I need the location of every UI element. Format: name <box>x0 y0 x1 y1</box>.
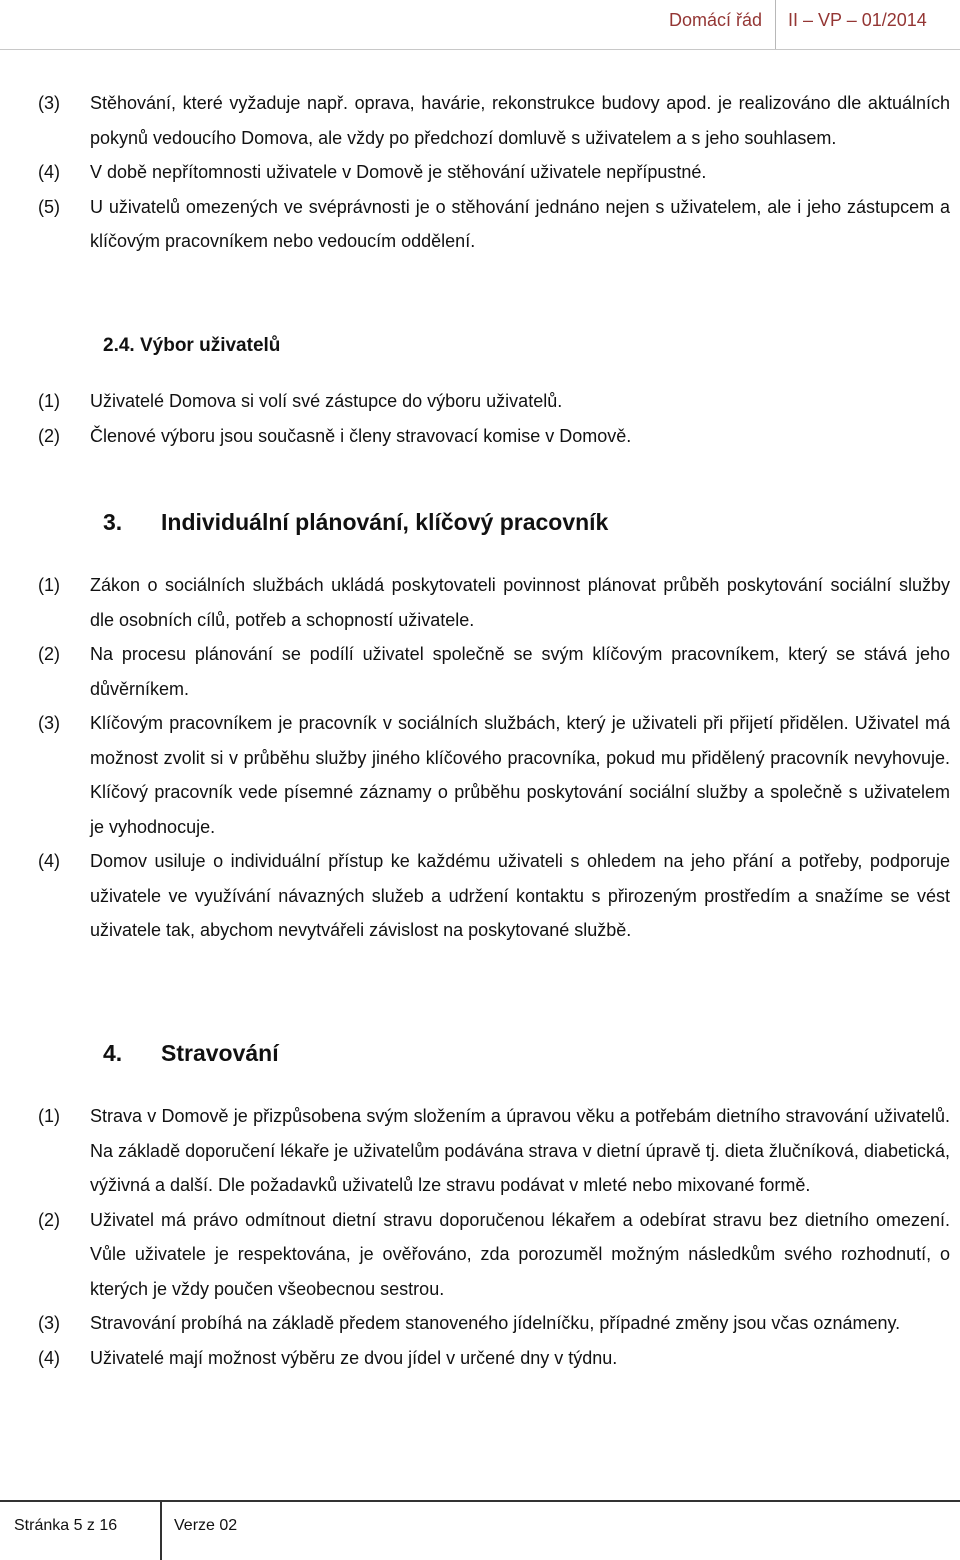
item-text: U uživatelů omezených ve svéprávnosti je o stěhování jednáno nejen s uživatelem, ale i jeho zástupcem a klíčovým pracovníkem nebo vedoucím oddělení. <box>90 196 950 251</box>
item-text: Uživatelé Domova si volí své zástupce do výboru uživatelů. <box>90 391 563 411</box>
item-text: V době nepřítomnosti uživatele v Domově je stěhování uživatele nepřípustné. <box>90 162 707 182</box>
item-text: Domov usiluje o individuální přístup ke každému uživateli s ohledem na jeho přání a potřeby, podporuje uživatele ve využívání návazných služeb a udržení kontaktu s přirozeným prostředím a snažíme se vést uživatele tak, abychom nevytvářeli závislost na poskytované službě. <box>90 851 950 940</box>
item-text: Zákon o sociálních službách ukládá poskytovateli povinnost plánovat průběh poskytování sociální služby dle osobních cílů, potřeb a schopností uživatele. <box>90 575 950 630</box>
footer-divider <box>160 1500 162 1560</box>
item-text: Stravování probíhá na základě předem stanoveného jídelníčku, případné změny jsou včas oznámeny. <box>90 1313 901 1333</box>
list-item <box>38 155 950 190</box>
header-document-title: Domácí řád <box>668 10 762 30</box>
section-number: 3. <box>103 509 123 535</box>
list-item <box>38 190 950 259</box>
section-title: Individuální plánování, klíčový pracovník <box>161 509 609 535</box>
header-rule <box>0 49 960 50</box>
header-version: II – VP – 01/2014 <box>788 10 927 30</box>
list-item <box>38 1099 950 1203</box>
section-heading-3 <box>103 505 608 539</box>
list-item <box>38 1306 950 1341</box>
item-text: Strava v Domově je přizpůsobena svým složením a úpravou věku a potřebám dietního stravování uživatelů. Na základě doporučení lékaře je uživatelům podávána strava v dietní úpravě tj. dieta žlučníková, diabetická, výživná a další. Dle požadavků uživatelů lze stravu podávat v mleté nebo mixované formě. <box>90 1106 950 1195</box>
item-number: (4) <box>38 851 60 871</box>
moving-list <box>38 86 950 259</box>
list-item <box>38 637 950 706</box>
list-item <box>38 706 950 844</box>
item-number: (5) <box>38 196 60 217</box>
section-number: 4. <box>103 1040 123 1066</box>
item-number: (1) <box>38 575 60 595</box>
item-number: (4) <box>38 1347 60 1368</box>
item-text: Na procesu plánování se podílí uživatel společně se svým klíčovým pracovníkem, který se stává jeho důvěrníkem. <box>90 644 950 699</box>
section-title: Stravování <box>161 1040 279 1066</box>
item-text: Členové výboru jsou současně i členy stravovací komise v Domově. <box>90 425 632 446</box>
item-number: (3) <box>38 713 60 733</box>
list-item <box>38 419 950 454</box>
item-number: (1) <box>38 1106 60 1126</box>
section-heading-4 <box>103 1036 279 1070</box>
list-item <box>38 1341 950 1376</box>
item-text: Uživatelé mají možnost výběru ze dvou jídel v určené dny v týdnu. <box>90 1347 618 1368</box>
item-number: (4) <box>38 162 60 182</box>
item-number: (2) <box>38 425 60 446</box>
page-header <box>0 0 960 50</box>
list-item <box>38 1203 950 1307</box>
item-text: Uživatel má právo odmítnout dietní stravu doporučenou lékařem a odebírat stravu bez dietního omezení. Vůle uživatele je respektována, je ověřováno, zda porozuměl možným následkům svého rozhodnutí, o kterých je vždy poučen všeobecnou sestrou. <box>90 1209 950 1299</box>
list-item <box>38 86 950 155</box>
item-number: (3) <box>38 1313 60 1333</box>
item-number: (3) <box>38 93 60 113</box>
catering-list <box>38 1099 950 1375</box>
item-text: Stěhování, které vyžaduje např. oprava, havárie, rekonstrukce budovy apod. je realizováno dle aktuálních pokynů vedoucího Domova, ale vždy po předchozí domluvě s uživatelem a s jeho souhlasem. <box>90 93 950 148</box>
committee-list <box>38 384 950 453</box>
planning-list <box>38 568 950 948</box>
footer-rule <box>0 1500 960 1502</box>
header-divider <box>775 0 776 50</box>
item-number: (2) <box>38 644 60 664</box>
list-item <box>38 384 950 419</box>
item-number: (2) <box>38 1209 60 1230</box>
item-text: Klíčovým pracovníkem je pracovník v sociálních službách, který je uživateli při přijetí přidělen. Uživatel má možnost zvolit si v průběhu služby jiného klíčového pracovníka, pokud mu přidělený pracovník nevyhovuje. Klíčový pracovník vede písemné záznamy o průběhu poskytování sociální služby a společně s uživatelem je vyhodnocuje. <box>90 713 950 837</box>
page-number: Stránka 5 z 16 <box>14 1517 118 1534</box>
section-heading-2-4: 2.4. Výbor uživatelů <box>103 335 281 356</box>
footer-version: Verze 02 <box>174 1517 238 1534</box>
list-item <box>38 844 950 948</box>
item-number: (1) <box>38 391 60 411</box>
list-item <box>38 568 950 637</box>
